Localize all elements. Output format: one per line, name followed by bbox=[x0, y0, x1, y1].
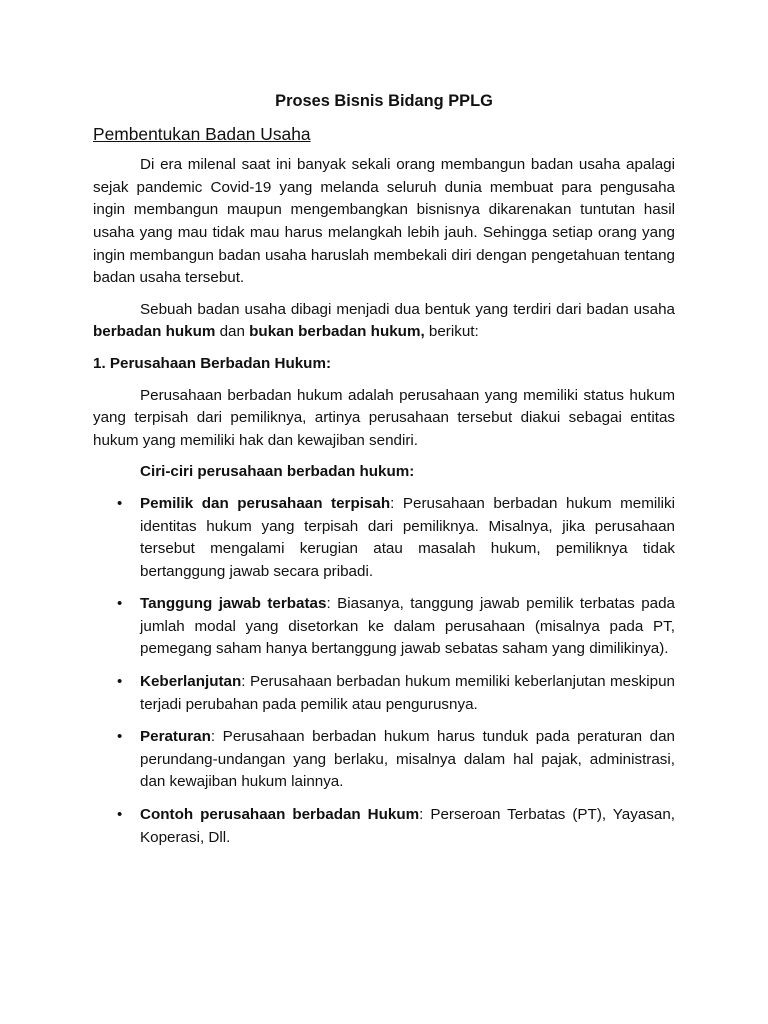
document-title: Proses Bisnis Bidang PPLG bbox=[275, 92, 493, 110]
list-item bbox=[93, 804, 675, 849]
bullet-icon: • bbox=[117, 728, 123, 746]
list-item-text: : Perusahaan berbadan hukum memiliki keberlanjutan meskipun terjadi perubahan pada pemilik atau pengurusnya. bbox=[140, 673, 675, 713]
list-item-term: Tanggung jawab terbatas bbox=[140, 595, 327, 613]
list-item-term: Pemilik dan perusahaan terpisah bbox=[140, 494, 391, 512]
list-item-text: : Perusahaan berbadan hukum harus tunduk pada peraturan dan perundang-undangan yang berlaku, misalnya dalam hal pajak, administrasi, dan kewajiban hukum lainnya. bbox=[140, 728, 675, 791]
paragraph-forms bbox=[93, 299, 675, 344]
bullet-icon: • bbox=[117, 494, 123, 512]
list-item bbox=[93, 493, 675, 583]
bullet-icon: • bbox=[117, 595, 123, 613]
list-item-text: : Perseroan Terbatas (PT), Yayasan, Koperasi, Dll. bbox=[140, 806, 675, 846]
list-item bbox=[93, 593, 675, 661]
characteristics-heading: Ciri-ciri perusahaan berbadan hukum: bbox=[140, 463, 415, 481]
term-berbadan-hukum: berbadan hukum bbox=[93, 323, 216, 341]
term-bukan-berbadan-hukum: bukan berbadan hukum, bbox=[249, 323, 425, 341]
characteristics-list bbox=[93, 493, 675, 849]
list-item bbox=[93, 671, 675, 716]
paragraph-forms-text-2: dan bbox=[215, 323, 250, 341]
paragraph-definition: Perusahaan berbadan hukum adalah perusahaan yang memiliki status hukum yang terpisah dari pemiliknya, artinya perusahaan tersebut diakui sebagai entitas hukum yang memiliki hak dan kewajiban sendiri. bbox=[93, 386, 675, 449]
section-heading: Pembentukan Badan Usaha bbox=[93, 123, 311, 144]
paragraph-forms-text-1: Sebuah badan usaha dibagi menjadi dua bentuk yang terdiri dari badan usaha bbox=[140, 300, 675, 318]
paragraph-forms-text-3: berikut: bbox=[424, 323, 479, 341]
paragraph-intro: Di era milenal saat ini banyak sekali orang membangun badan usaha apalagi sejak pandemic Covid-19 yang melanda seluruh dunia membuat para pengusaha ingin membangun maupun mengembangkan bisnisnya dikarenakan tuntutan hasil usaha yang mau tidak mau harus melangkah lebih jauh. Sehingga setiap orang yang ingin membangun badan usaha haruslah membekali diri dengan pengetahuan tentang badan usaha tersebut. bbox=[93, 156, 675, 287]
bullet-icon: • bbox=[117, 673, 123, 691]
list-item-text: : Biasanya, tanggung jawab pemilik terbatas pada jumlah modal yang disetorkan ke dalam perusahaan (misalnya pada PT, pemegang saham hanya bertanggung jawab sebatas saham yang dimilikinya). bbox=[140, 595, 675, 658]
list-item bbox=[93, 726, 675, 794]
list-item-term: Contoh perusahaan berbadan Hukum bbox=[140, 806, 420, 824]
list-item-term: Keberlanjutan bbox=[140, 673, 242, 691]
list-item-text: : Perusahaan berbadan hukum memiliki identitas hukum yang terpisah dari pemiliknya. Misalnya, jika perusahaan tersebut mengalami kerugian atau masalah hukum, pemiliknya tidak bertanggung jawab secara pribadi. bbox=[140, 494, 675, 580]
bullet-icon: • bbox=[117, 806, 123, 824]
list-item-term: Peraturan bbox=[140, 728, 211, 746]
numbered-heading: 1. Perusahaan Berbadan Hukum: bbox=[93, 354, 332, 372]
